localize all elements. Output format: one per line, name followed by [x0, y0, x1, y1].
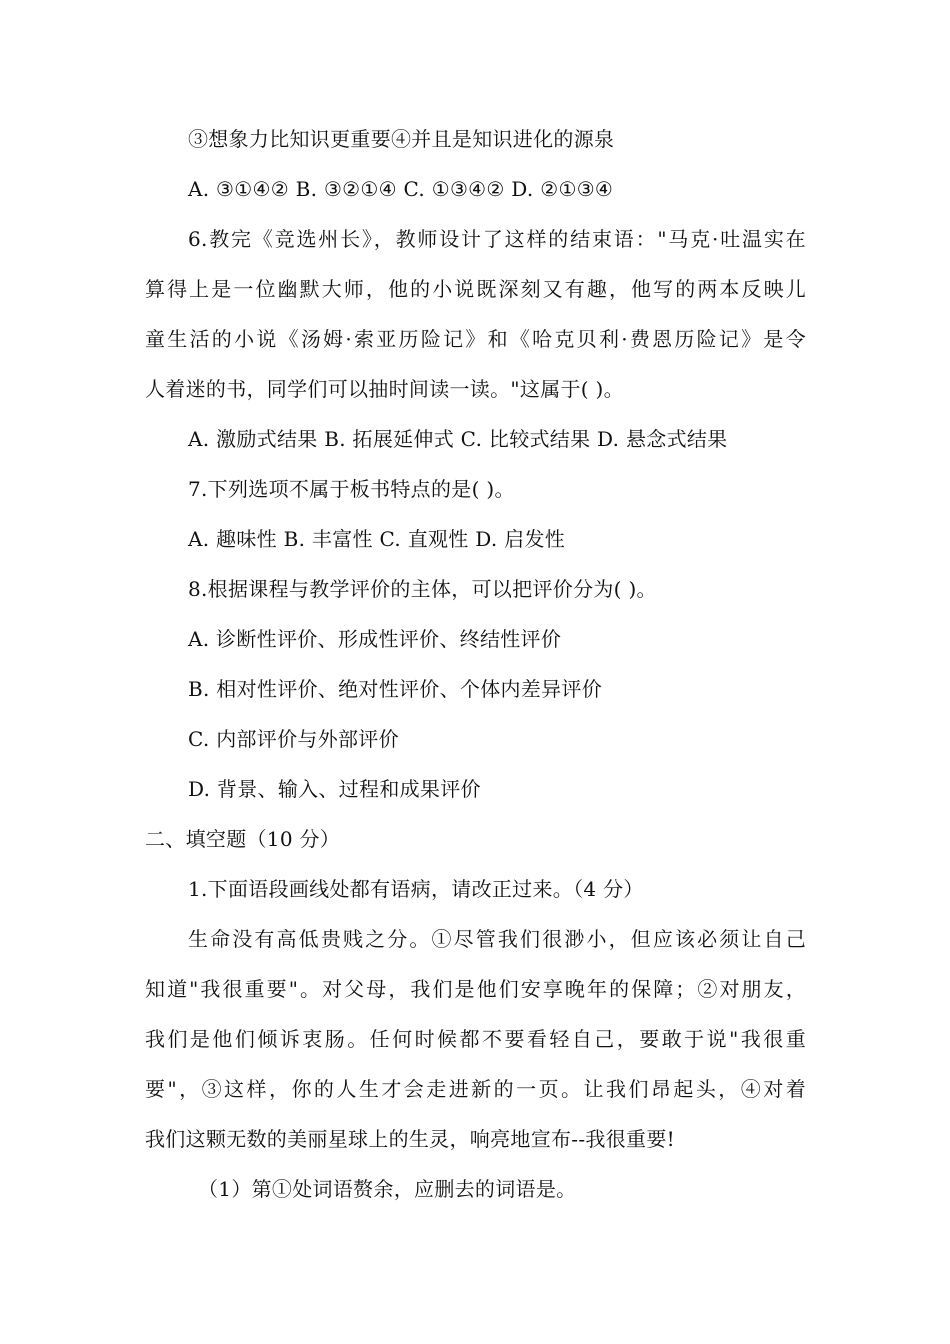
passage-line-1: 生命没有高低贵贱之分。①尽管我们很渺小，但应该必须让自己	[188, 927, 806, 951]
passage-line-3: 我们是他们倾诉衷肠。任何时候都不要看轻自己，要敢于说"我很重	[145, 1027, 806, 1051]
question-7-stem: 7.下列选项不属于板书特点的是( )。	[188, 477, 515, 501]
question-6-stem-line-1: 6.教完《竞选州长》，教师设计了这样的结束语："马克·吐温实在	[188, 227, 806, 251]
question-7-options: A. 趣味性 B. 丰富性 C. 直观性 D. 启发性	[188, 527, 566, 551]
question-5-statement-line: ③想象力比知识更重要④并且是知识进化的源泉	[188, 127, 615, 151]
sub-question-1: （1）第①处词语赘余，应删去的词语是。	[198, 1177, 577, 1201]
passage-line-5: 我们这颗无数的美丽星球上的生灵，响亮地宣布--我很重要!	[145, 1127, 675, 1151]
question-6-options: A. 激励式结果 B. 拓展延伸式 C. 比较式结果 D. 悬念式结果	[188, 427, 728, 451]
question-6-stem-line-3: 童生活的小说《汤姆·索亚历险记》和《哈克贝利·费恩历险记》是令	[145, 327, 806, 351]
passage-line-4: 要"，③这样，你的人生才会走进新的一页。让我们昂起头，④对着	[145, 1077, 806, 1101]
question-6-stem-line-4: 人着迷的书，同学们可以抽时间读一读。"这属于( )。	[145, 377, 624, 401]
section-2-heading: 二、填空题（10 分）	[145, 827, 341, 851]
question-8-option-d: D. 背景、输入、过程和成果评价	[188, 777, 481, 801]
question-8-option-a: A. 诊断性评价、形成性评价、终结性评价	[188, 627, 562, 651]
question-8-option-c: C. 内部评价与外部评价	[188, 727, 399, 751]
question-8-stem: 8.根据课程与教学评价的主体，可以把评价分为( )。	[188, 577, 657, 601]
passage-line-2: 知道"我很重要"。对父母，我们是他们安享晚年的保障；②对朋友，	[145, 977, 806, 1001]
question-6-stem-line-2: 算得上是一位幽默大师，他的小说既深刻又有趣，他写的两本反映儿	[145, 277, 806, 301]
question-5-options: A. ③①④② B. ③②①④ C. ①③④② D. ②①③④	[188, 177, 614, 201]
fill-blank-question-1-stem: 1.下面语段画线处都有语病，请改正过来。（4 分）	[188, 877, 644, 901]
question-8-option-b: B. 相对性评价、绝对性评价、个体内差异评价	[188, 677, 603, 701]
